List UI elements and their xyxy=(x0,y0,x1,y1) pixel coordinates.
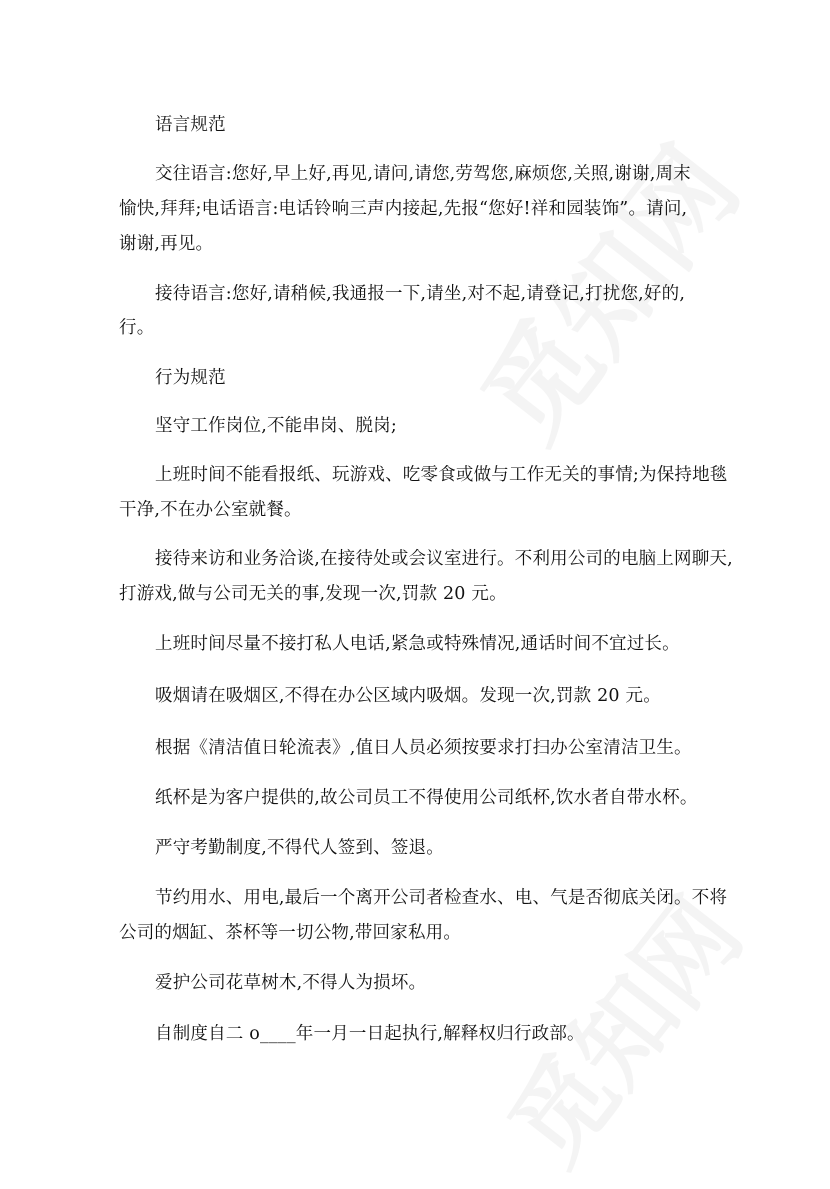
paragraph-stay-at-post: 坚守工作岗位,不能串岗、脱岗; xyxy=(155,416,397,436)
paragraph-visitors-line-1: 接待来访和业务洽谈,在接待处或会议室进行。不利用公司的电脑上网聊天, xyxy=(155,549,733,569)
paragraph-utilities-line-2: 公司的烟缸、茶杯等一切公物,带回家私用。 xyxy=(119,923,462,943)
paragraph-work-hours-line-2: 干净,不在办公室就餐。 xyxy=(119,500,302,520)
paragraph-communication-line-3: 谢谢,再见。 xyxy=(119,234,214,254)
paragraph-communication-line-1: 交往语言:您好,早上好,再见,请问,请您,劳驾您,麻烦您,关照,谢谢,周末 xyxy=(155,164,691,184)
paragraph-effective-date: 自制度自二 o____年一月一日起执行,解释权归行政部。 xyxy=(155,1024,585,1044)
paragraph-smoking: 吸烟请在吸烟区,不得在办公区域内吸烟。发现一次,罚款 20 元。 xyxy=(155,686,661,706)
paragraph-visitors-line-2: 打游戏,做与公司无关的事,发现一次,罚款 20 元。 xyxy=(119,584,507,604)
paragraph-reception-line-2: 行。 xyxy=(119,318,155,338)
paragraph-paper-cups: 纸杯是为客户提供的,故公司员工不得使用公司纸杯,饮水者自带水杯。 xyxy=(155,788,698,808)
paragraph-phone-calls: 上班时间尽量不接打私人电话,紧急或特殊情况,通话时间不宜过长。 xyxy=(155,634,680,654)
paragraph-communication-line-2: 愉快,拜拜;电话语言:电话铃响三声内接起,先报“您好!祥和园装饰”。请问, xyxy=(119,199,688,219)
paragraph-plants: 爱护公司花草树木,不得人为损坏。 xyxy=(155,973,427,993)
paragraph-attendance: 严守考勤制度,不得代人签到、签退。 xyxy=(155,838,444,858)
paragraph-work-hours-line-1: 上班时间不能看报纸、玩游戏、吃零食或做与工作无关的事情;为保持地毯 xyxy=(155,465,728,485)
paragraph-utilities-line-1: 节约用水、用电,最后一个离开公司者检查水、电、气是否彻底关闭。不将 xyxy=(155,888,728,908)
heading-behavior-norms: 行为规范 xyxy=(155,368,226,388)
heading-language-norms: 语言规范 xyxy=(155,115,226,135)
paragraph-reception-line-1: 接待语言:您好,请稍候,我通报一下,请坐,对不起,请登记,打扰您,好的, xyxy=(155,284,686,304)
paragraph-cleaning: 根据《清洁值日轮流表》,值日人员必须按要求打扫办公室清洁卫生。 xyxy=(155,738,692,758)
